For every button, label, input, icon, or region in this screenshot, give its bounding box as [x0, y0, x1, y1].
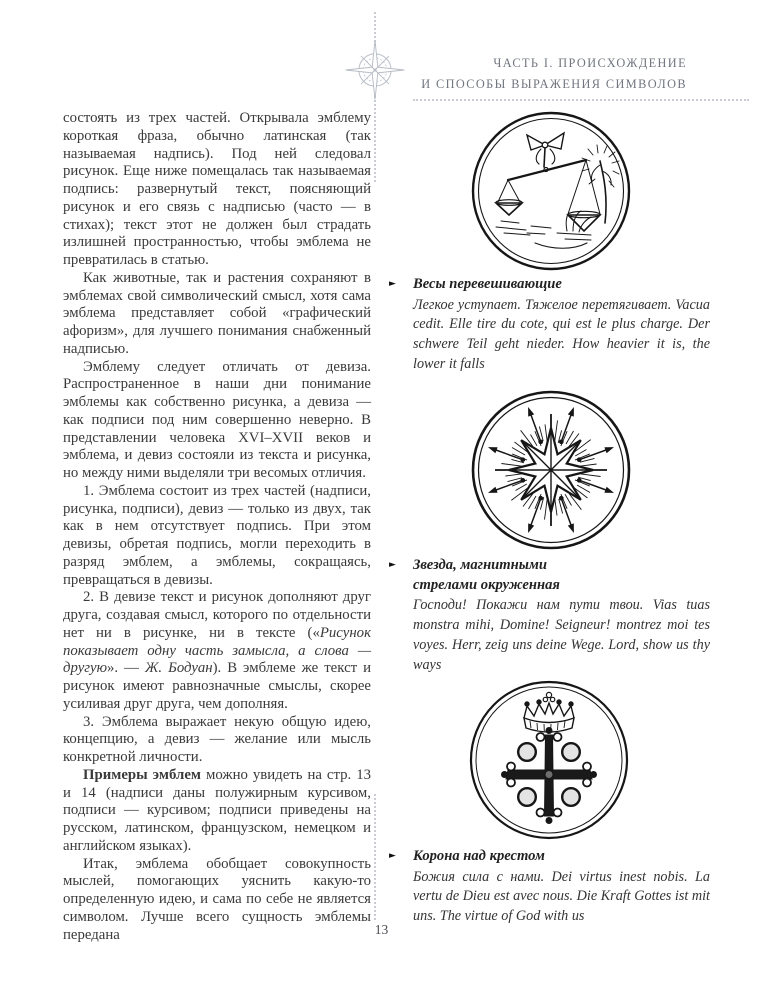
- caption-star-arrows: [389, 556, 710, 675]
- paragraph: Как животные, так и растения сохраняют в эмблемах свой символический смысл, хотя сама эмблема представляет собой «графический афоризм», для лучшего понимания снабженный надписью.: [63, 269, 371, 357]
- page-number: 13: [374, 922, 389, 937]
- scales-emblem-icon: [469, 109, 633, 273]
- caption-scales: [389, 275, 710, 375]
- caption-text: Господи! Покажи нам пути твои. Vias tuas monstra mihi, Domine! Seigneur! montrez moi tes voyes. Herr, zeig uns deine Wege. Lord, show us thy ways: [413, 597, 710, 673]
- caption-title: Звезда, магнитными: [413, 557, 547, 573]
- paragraph: состоять из трех частей. Открывала эмблему короткая фраза, обычно латинская (так называемая надпись). Под ней следовал рисунок. Еще ниже помещалась так называемая подпись: развернутый текст, поясняющий рисунок и его связь с надписью (часто — в стихах); текст этот не должен был страдать излишней пространностью, чтобы эмблема не превратилась в статью.: [63, 110, 371, 268]
- crown-cross-emblem-icon: [467, 678, 631, 842]
- caption-crown-cross: [389, 847, 710, 927]
- paragraph: 2. В девизе текст и рисунок дополняют друг друга, создавая смысл, которого по отдельности нет ни в рисунке, ни в тексте («Рисунок показывает одну часть замысла, а слова — другую». — Ж. Бодуан). В эмблеме же текст и рисунок имеют равнозначные смыслы, скорее усиливая друг друга, чем дополняя.: [63, 589, 371, 712]
- paragraph: Примеры эмблем можно увидеть на стр. 13 и 14 (надписи даны полужирным курсивом, подписи — курсивом; подписи приведены на русском, латинском, французском, немецком и английском языках).: [63, 766, 372, 854]
- header-rule-dotted: [413, 99, 749, 101]
- paragraph: 3. Эмблема выражает некую общую идею, концепцию, а девиз — желание или мысль конкретной личности.: [63, 713, 371, 765]
- caption-title-line2: стрелами окруженная: [413, 576, 560, 593]
- caption-arrow-icon: ►: [389, 560, 396, 570]
- column-divider-dotted-bottom: [374, 794, 376, 920]
- running-header-line2: И СПОСОБЫ ВЫРАЖЕНИЯ СИМВОЛОВ: [421, 77, 687, 91]
- caption-arrow-icon: ►: [389, 851, 396, 861]
- caption-arrow-icon: ►: [389, 279, 396, 289]
- caption-title: Весы перевешивающие: [413, 276, 562, 292]
- caption-title: Корона над крестом: [413, 848, 545, 864]
- caption-text: Легкое уступает. Тяжелое перетягивает. Vacua cedit. Elle tire du cote, qui est le plus charge. Der schwere Teil geht nieder. How heavier it is, the lower it falls: [413, 296, 710, 372]
- caption-text: Божия сила с нами. Dei virtus inest nobis. La vertu de Dieu est avec nous. Die Kraft Gottes ist mit uns. The virtue of God with us: [413, 868, 710, 925]
- paragraph: 1. Эмблема состоит из трех частей (надписи, рисунка, подписи), девиз — только из двух, так как в нем отсутствует подпись. При этом девизы, обретая подпись, могли переходить в разряд эмблем, а эмблемы, сокращаясь, превращаться в девизы.: [63, 482, 371, 588]
- running-header-line1: ЧАСТЬ I. ПРОИСХОЖДЕНИЕ: [493, 56, 687, 70]
- star-arrows-emblem-icon: [469, 388, 633, 552]
- paragraph: Эмблему следует отличать от девиза. Распространенное в наши дни понимание эмблемы как собственно рисунка, а девиза — как подписи под ним совершенно неверно. В представлении человека XVI–XVII веков и эмблема, и девиз состояли из текста и рисунка, но между ними выделяли три весомых отличия.: [63, 358, 371, 481]
- compass-rose-icon: [339, 34, 411, 106]
- article-text: [63, 110, 371, 944]
- paragraph: Итак, эмблема обобщает совокупность мыслей, помогающих уяснить какую-то определенную идею, и сама по себе не является символом. Лучше всего сущность эмблемы передана: [63, 855, 371, 943]
- running-header: [421, 53, 687, 95]
